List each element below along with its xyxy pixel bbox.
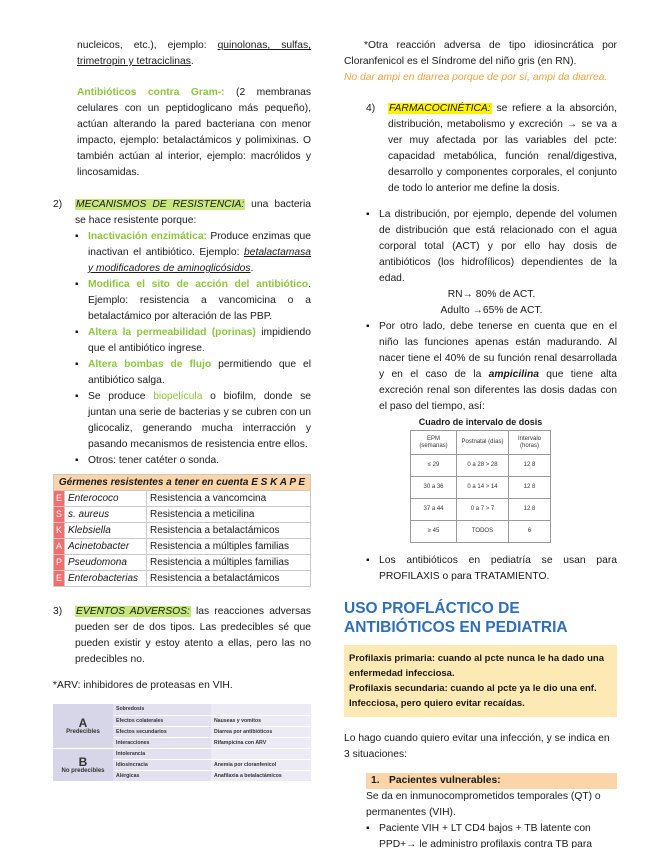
vulnerable-list xyxy=(344,821,617,848)
bullet-icon xyxy=(75,389,88,453)
pharmacokinetics-heading: FARMACOCINÉTICA: xyxy=(389,103,491,114)
list-item: ▪ Otros: tener catéter o sonda. xyxy=(75,453,311,469)
bullet-icon xyxy=(75,357,88,389)
table-row: ≤ 29 0 a 28 > 28 12 8 xyxy=(411,455,551,477)
para-gram-pos-end: nucleicos, etc.), ejemplo: quinolonas, sulfas, trimetropin y tetraciclinas. xyxy=(77,40,311,67)
table-row: A Acinetobacter Resistencia a múltiples familias xyxy=(54,539,311,555)
mechanisms-list xyxy=(53,229,311,469)
dose-table-caption: Cuadro de intervalo de dosis xyxy=(418,417,543,427)
list-item: ▪ Se produce biopelícula o biofilm, donde se juntan una serie de bacterias y se cubren con un glicocaliz, generando mucha interracción y pasando mecanismos de resistencia entre ellos. xyxy=(75,389,311,453)
table-row: K Klebsiella Resistencia a betalactámicos xyxy=(54,523,311,539)
adverse-heading: EVENTOS ADVERSOS: xyxy=(76,606,190,617)
list-item: ▪ La distribución, por ejemplo, depende del volumen de distribución que está relacionado con el agua corporal total (ACT) y por ello hay dosis de antibióticos (los hidrofílicos) dependientes de la edad. xyxy=(366,207,617,287)
section-pharmacokinetics: 4) FARMACOCINÉTICA: se refiere a la absorción, distribución, metabolismo y excreción → se va a ver muy afectada por las variables del pcte: capacidad metabólica, función renal/digestiva, desarrollo y componentes corporales, el conjunto de todo lo anterior me define la dosis. xyxy=(366,103,617,194)
bullet-icon xyxy=(75,453,88,469)
bullet-icon xyxy=(75,277,88,325)
use-list xyxy=(344,553,617,585)
vulnerable-text: Se da en inmunocomprometidos temporales (QT) o permanentes (VIH). xyxy=(366,791,601,818)
section-adverse-events: 3) EVENTOS ADVERSOS: las reacciones adversas pueden ser de dos tipos. Las predecibles sé que pueden existir y estoy atento a ellas, pero las no predecibles no. xyxy=(53,606,311,665)
vulnerable-heading: 1. Pacientes vulnerables: xyxy=(366,773,617,789)
list-item: ▪ Altera la permeabilidad (porinas) impidiendo que el antibiótico ingrese. xyxy=(75,325,311,357)
table-row: 30 a 36 0 a 14 > 14 12 8 xyxy=(411,477,551,499)
table-row: Efectos colaterales Nauseas y vomitos xyxy=(53,715,311,726)
ampi-note: No dar ampi en diarrea porque de por sí, ampi da diarrea. xyxy=(344,72,608,83)
intro-text: Lo hago cuando quiero evitar una infección, y se indica en 3 situaciones: xyxy=(344,733,610,760)
bullet-icon xyxy=(75,325,88,357)
table-row: Alérgicas Anafilaxia a betalactámicos xyxy=(53,770,311,781)
bullet-icon xyxy=(366,553,379,585)
pk-list xyxy=(344,207,617,415)
list-item: ▪ Inactivación enzimática: Produce enzimas que inactivan el antibiótico. Ejemplo: betalactamasa y modificadores de aminoglicósidos. xyxy=(75,229,311,277)
list-item: ▪ Altera bombas de flujo permitiendo que el antibiótico salga. xyxy=(75,357,311,389)
table-row: E Enterobacterias Resistencia a betalactámicos xyxy=(54,571,311,587)
resistance-heading: MECANISMOS DE RESISTENCIA: xyxy=(76,199,245,210)
list-item: ▪ Paciente VIH + LT CD4 bajos + TB latente con PPD+→ le administro profilaxis contra TB para xyxy=(366,821,617,848)
table-row: Idiosincracia Anemia por cloranfenicol xyxy=(53,759,311,770)
para-gram-neg: Antibióticos contra Gram-: (2 membranas celulares con un peptidoglicano más pequeño), actúan alterando la pared bacteriana con menor impacto, ejemplo: betalactámicos y polimixinas. O también actúan al interior, ejemplo: macrólidos y lincosamidas. xyxy=(77,87,311,178)
table-row: P Pseudomona Resistencia a múltiples familias xyxy=(54,555,311,571)
eskape-title: Gérmenes resistentes a tener en cuenta E S K A P E xyxy=(54,475,311,491)
rn-value: RN→ 80% de ACT. xyxy=(447,289,536,300)
table-row: 37 a 44 0 a 7 > 7 12 8 xyxy=(411,499,551,521)
arv-note: *ARV: inhibidores de proteasas en VIH. xyxy=(53,680,233,691)
group-a: A Predecibles xyxy=(53,704,113,748)
gray-baby-note: *Otra reacción adversa de tipo idiosincrática por Cloranfenicol es el Síndrome del niño gris (en RN). xyxy=(344,40,617,67)
table-row: ≥ 45 TODOS 6 xyxy=(411,521,551,543)
table-row: E Enterococo Resistencia a vancomcina xyxy=(54,491,311,507)
table-row: Efectos secundarios Diarrea por antibióticos xyxy=(53,726,311,737)
left-column xyxy=(53,38,311,694)
table-row: S s. aureus Resistencia a meticilina xyxy=(54,507,311,523)
table-row: Interacciones Rifampicina con ARV xyxy=(53,737,311,748)
adverse-table xyxy=(53,704,311,782)
eskape-table xyxy=(53,474,311,587)
adult-value: Adulto →65% de ACT. xyxy=(440,305,543,316)
group-b: B No predecibles xyxy=(53,748,113,781)
bullet-icon xyxy=(366,821,379,848)
section-title: USO PROFLÁCTICO DE ANTIBIÓTICOS EN PEDIATRIA xyxy=(344,600,568,636)
list-item: ▪ Por otro lado, debe tenerse en cuenta que en el niño las funciones apenas están madurando. Al nacer tiene el 40% de su función renal desarrollada y en el caso de la ampicilina que tiene alta excreción renal son diferentes las dosis dadas con el paso del tiempo, así: xyxy=(366,319,617,415)
bullet-icon xyxy=(75,229,88,277)
bullet-icon xyxy=(366,207,379,287)
right-column xyxy=(344,38,617,848)
gram-neg-label: Antibióticos contra Gram-: xyxy=(77,87,225,98)
table-row: B No predecibles Intolerancia xyxy=(53,748,311,759)
table-row: A Predecibles Sobredosis xyxy=(53,704,311,715)
list-item: ▪ Modifica el sito de acción del antibiótico. Ejemplo: resistencia a vancomicina o a betalactámico por alteración de las PBP. xyxy=(75,277,311,325)
table-header-row: EPM (semanas) Postnatal (días) Intervalo (horas) xyxy=(411,431,551,455)
bullet-icon xyxy=(366,319,379,415)
eskape-header-row xyxy=(54,475,311,491)
prophylaxis-box: Profilaxis primaria: cuando al pcte nunca le ha dado una enfermedad infecciosa. Profilaxis secundaria: cuando al pcte ya le dio una enf. Infecciosa, pero quiero evitar recaídas. xyxy=(344,645,617,717)
list-item: ▪ Los antibióticos en pediatría se usan para PROFILAXIS o para TRATAMIENTO. xyxy=(366,553,617,585)
dose-interval-table xyxy=(410,430,551,543)
section-resistance: 2) MECANISMOS DE RESISTENCIA: una bacteria se hace resistente porque: xyxy=(53,199,311,226)
